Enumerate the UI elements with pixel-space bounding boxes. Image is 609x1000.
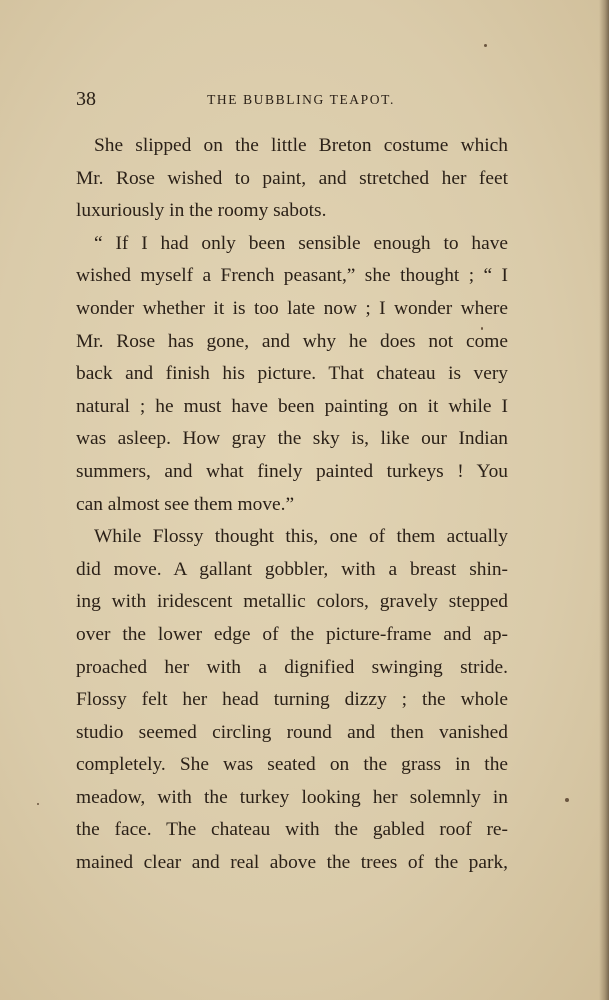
paragraph-1 — [76, 130, 508, 228]
page-number: 38 — [76, 88, 96, 110]
text-line: ing with iridescent metallic colors, gravely stepped — [76, 591, 508, 613]
text-line: proached her with a dignified swinging stride. — [76, 656, 508, 678]
page-edge-shadow — [599, 0, 609, 1000]
text-line: “ If I had only been sensible enough to have — [94, 232, 508, 254]
text-line: summers, and what finely painted turkeys ! You — [76, 460, 508, 482]
running-head: THE BUBBLING TEAPOT. — [207, 92, 395, 107]
text-line: Flossy felt her head turning dizzy ; the whole — [76, 689, 508, 711]
text-line: She slipped on the little Breton costume which — [94, 135, 508, 156]
text-line: completely. She was seated on the grass in the — [76, 754, 508, 776]
text-line: wonder whether it is too late now ; I wonder where — [76, 297, 508, 319]
paragraph-3 — [76, 521, 508, 880]
text-line: luxuriously in the roomy sabots. — [76, 200, 327, 222]
text-line: the face. The chateau with the gabled roof re- — [76, 819, 508, 841]
text-line: Mr. Rose wished to paint, and stretched her feet — [76, 167, 508, 189]
paper-speck — [484, 44, 487, 47]
page-header — [76, 88, 508, 114]
text-line: While Flossy thought this, one of them actually — [94, 526, 508, 548]
text-line: natural ; he must have been painting on it while I — [76, 395, 508, 417]
text-line: meadow, with the turkey looking her solemnly in — [76, 786, 508, 808]
text-line: back and finish his picture. That chateau is very — [76, 363, 508, 385]
text-line: over the lower edge of the picture-frame and ap- — [76, 623, 508, 645]
text-line: Mr. Rose has gone, and why he does not come — [76, 330, 508, 352]
text-line: did move. A gallant gobbler, with a breast shin- — [76, 558, 508, 580]
text-line: wished myself a French peasant,” she thought ; “ I — [76, 265, 508, 287]
text-line: was asleep. How gray the sky is, like our Indian — [76, 428, 508, 450]
text-line: studio seemed circling round and then vanished — [76, 721, 508, 743]
text-line: mained clear and real above the trees of the park, — [76, 852, 508, 874]
body-text — [76, 130, 508, 880]
paragraph-2 — [76, 228, 508, 521]
paper-speck — [37, 803, 39, 805]
paper-speck — [565, 798, 569, 802]
text-line: can almost see them move.” — [76, 493, 295, 515]
